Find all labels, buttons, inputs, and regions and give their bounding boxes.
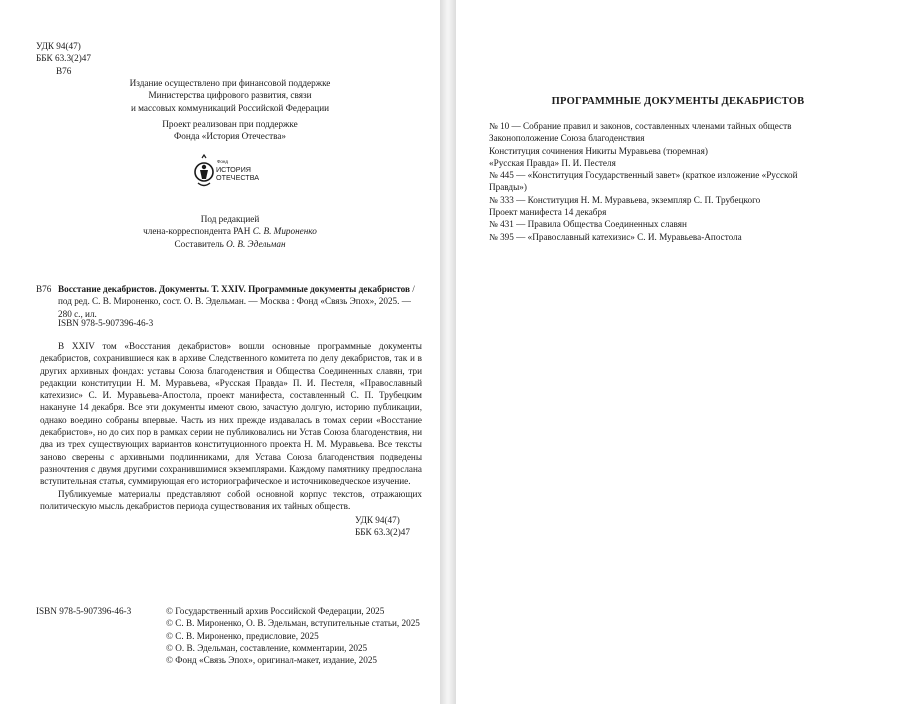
- bibliographic-record: [58, 283, 426, 320]
- isbn-record: ISBN 978-5-907396-46-3: [58, 318, 154, 328]
- contents-item: Законоположение Союза благоденствия: [489, 133, 645, 144]
- udk-code: УДК 94(47): [36, 41, 81, 51]
- contents-item: Конституция сочинения Никиты Муравьева (тюремная): [489, 145, 708, 156]
- project-note: [100, 118, 360, 143]
- isbn-footer: ISBN 978-5-907396-46-3: [36, 606, 132, 616]
- copyright-line: © Государственный архив Российской Федерации, 2025: [166, 606, 385, 616]
- book-gutter: [440, 0, 456, 704]
- contents-item: № 445 — «Конституция Государственный завет» (краткое изложение «Русской Правды»): [489, 170, 798, 193]
- editor-line: [100, 225, 360, 237]
- annotation-paragraph-2: Публикуемые материалы представляют собой основной корпус текстов, отражающих политическую мысль декабристов периода существования их тайных обществ.: [40, 488, 422, 511]
- biblio-slash: /: [409, 284, 415, 294]
- editor-name: С. В. Мироненко: [252, 226, 317, 237]
- author-mark: В76: [56, 65, 72, 76]
- history-fund-logo: [193, 148, 259, 196]
- editors-block: [100, 213, 360, 250]
- biblio-details: под ред. С. В. Мироненко, сост. О. В. Эдельман. — Москва : Фонд «Связь Эпох», 2025. — 280 с., ил.: [58, 296, 411, 319]
- contents-list: [489, 120, 829, 243]
- contents-item: «Русская Правда» П. И. Пестеля: [489, 157, 616, 168]
- compiler-name: О. В. Эдельман: [226, 238, 286, 249]
- funding-note: [100, 77, 360, 114]
- classification-codes-top: [36, 40, 91, 77]
- contents-item: № 395 — «Православный катехизис» С. И. Муравьева-Апостола: [489, 231, 742, 242]
- compiler-line: [100, 238, 360, 250]
- contents-item: № 333 — Конституция Н. М. Муравьева, экземпляр С. П. Трубецкого: [489, 194, 761, 205]
- copyright-line: © Фонд «Связь Эпох», оригинал-макет, издание, 2025: [166, 655, 378, 666]
- logo-line2: ОТЕЧЕСТВА: [216, 173, 259, 182]
- classification-codes-bottom: [355, 514, 410, 539]
- udk-code: УДК 94(47): [355, 515, 400, 525]
- editor-title: члена-корреспондента РАН: [143, 226, 253, 237]
- compiler-label: Составитель: [174, 238, 227, 249]
- biblio-author-mark: В76: [36, 284, 52, 294]
- contents-item: № 10 — Собрание правил и законов, составленных членами тайных обществ: [489, 121, 792, 131]
- contents-title: ПРОГРАММНЫЕ ДОКУМЕНТЫ ДЕКАБРИСТОВ: [551, 96, 805, 107]
- copyright-line: © С. В. Мироненко, предисловие, 2025: [166, 630, 319, 641]
- annotation-paragraph-1: В XXIV том «Восстания декабристов» вошли основные программные документы декабристов, сохранившиеся как в архиве Следственного комитета по делу декабристов, так и в других архивных фондах: уставы Союза благоденствия и Общества Соединенных славян, три редакции конституции Н. М. Муравьева, «Русская Правда» П. И. Пестеля, «Православный катехизис» С. И. Муравьева-Апостола, проект манифеста, составленный С. П. Трубецким накануне 14 декабря. Все эти документы имеют свою, зачастую долгую, историю публикации, однако воедино собраны впервые. Часть из них прежде издавалась в томах серии «Восстание декабристов», но до сих пор в рамках серии не публиковались ни Устав Союза благоденствия, ни два из трех существующих вариантов конституционного проекта Н. М. Муравьева. Все тексты заново сверены с архивными подлинниками, для Устава Союза благоденствия подведены разночтения с двумя другими сохранившимися экземплярами. Каждому памятнику предпослана вступительная статья, суммирующая его историографическое и источниковедческое изучение.: [40, 341, 422, 487]
- copyright-line: © О. В. Эдельман, составление, комментарии, 2025: [166, 642, 368, 653]
- funding-line: Министерства цифрового развития, связи: [148, 90, 312, 101]
- contents-item: № 431 — Правила Общества Соединенных славян: [489, 219, 687, 230]
- logo-line1: ИСТОРИЯ: [216, 165, 251, 174]
- history-fund-emblem-icon: [193, 148, 259, 196]
- funding-line: и массовых коммуникаций Российской Федерации: [130, 102, 330, 113]
- contents-item: Проект манифеста 14 декабря: [489, 207, 607, 218]
- project-line: Проект реализован при поддержке: [162, 119, 298, 129]
- copyright-line: © С. В. Мироненко, О. В. Эдельман, вступительные статьи, 2025: [166, 618, 420, 629]
- bbk-code: ББК 63.3(2)47: [355, 527, 410, 538]
- copyright-list: [166, 605, 420, 666]
- annotation: [40, 340, 422, 512]
- logo-small-text: Фонд: [217, 159, 229, 164]
- project-line: Фонда «История Отечества»: [173, 131, 287, 142]
- funding-line: Издание осуществлено при финансовой поддержке: [129, 78, 331, 88]
- book-title: Восстание декабристов. Документы. Т. XXIV. Программные документы декабристов: [58, 284, 410, 294]
- editor-label: Под редакцией: [200, 214, 260, 224]
- bbk-code: ББК 63.3(2)47: [36, 53, 91, 64]
